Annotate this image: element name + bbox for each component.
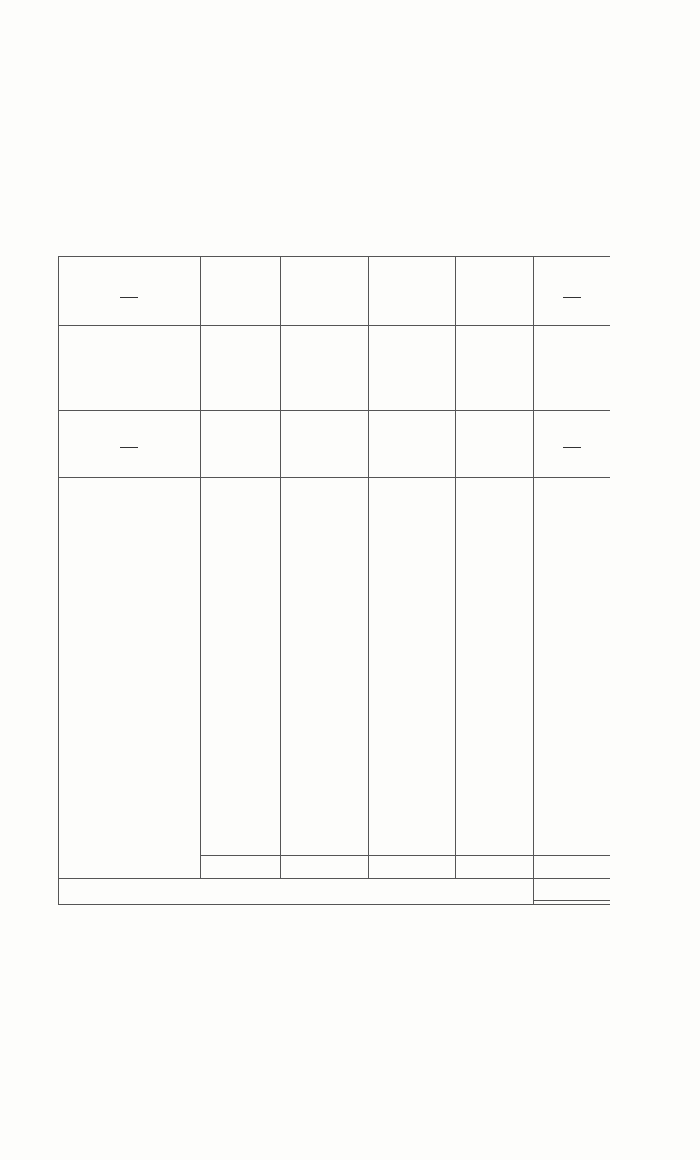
col-divider-4 (455, 256, 456, 878)
balance-line-top (58, 878, 610, 879)
table-bottom-border (58, 904, 610, 905)
header2-last-blank (533, 438, 610, 456)
col-divider-1 (200, 256, 201, 878)
header2-top-border (58, 410, 610, 411)
left-border (58, 256, 59, 904)
totals-rule (200, 855, 610, 856)
header1-bottom-border (58, 325, 610, 326)
header1-blank (58, 288, 200, 306)
col-divider-2 (280, 256, 281, 878)
balance-double-rule-1 (533, 900, 610, 901)
header2-bottom-border (58, 477, 610, 478)
table-top-border (58, 256, 610, 257)
col-divider-5 (533, 256, 534, 904)
header2-blank (58, 438, 200, 456)
header1-last-blank (533, 288, 610, 306)
col-divider-3 (368, 256, 369, 878)
